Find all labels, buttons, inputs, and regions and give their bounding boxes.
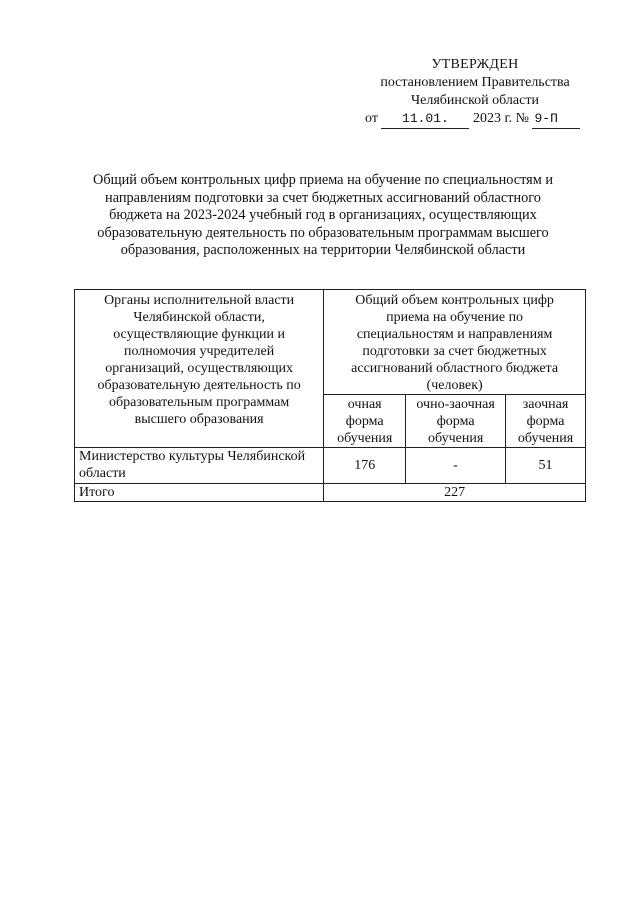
total-value: 227 [324,484,586,502]
header-total-volume: Общий объем контрольных цифр приема на обучение по специальностям и направлениям подготовки за счет бюджетных ассигнований областного бюджета (человек) [324,290,586,395]
approval-date-line [365,110,585,129]
row-extramural: 51 [506,448,586,484]
approval-line-1: постановлением Правительства [380,75,570,90]
table-header-row [75,290,586,395]
row-org: Министерство культуры Челябинской области [75,448,324,484]
table-row [75,448,586,484]
title-line-1: Общий объем контрольных цифр приема на обучение по специальностям и [93,172,553,188]
document-title [82,172,564,260]
title-line-2: направлениям подготовки за счет бюджетных ассигнований областного [105,189,541,206]
approval-line-2: Челябинской области [411,93,539,108]
title-line-3: бюджета на 2023-2024 учебный год в организациях, осуществляющих [109,207,537,224]
date-prefix: от [365,111,378,126]
header-part-time: очно-заочная форма обучения [406,395,506,448]
table-total-row [75,484,586,502]
header-authorities: Органы исполнительной власти Челябинской области, осуществляющие функции и полномочия учредителей организаций, осуществляющих образовательную деятельность по образовательным программам высшего образования [75,290,324,448]
approval-year: 2023 г. № [472,111,529,126]
header-full-time: очная форма обучения [324,395,406,448]
row-part-time: - [406,448,506,484]
approval-heading: УТВЕРЖДЕН [431,57,519,72]
title-line-5: образования, расположенных на территории Челябинской области [120,242,526,259]
total-label: Итого [75,484,324,502]
row-full-time: 176 [324,448,406,484]
approval-number: 9-П [532,110,580,129]
title-line-4: образовательную деятельность по образовательным программам высшего [97,224,549,241]
approval-stamp [365,56,585,129]
header-extramural: заочная форма обучения [506,395,586,448]
admission-table [74,289,586,502]
approval-date: 11.01. [381,110,469,129]
